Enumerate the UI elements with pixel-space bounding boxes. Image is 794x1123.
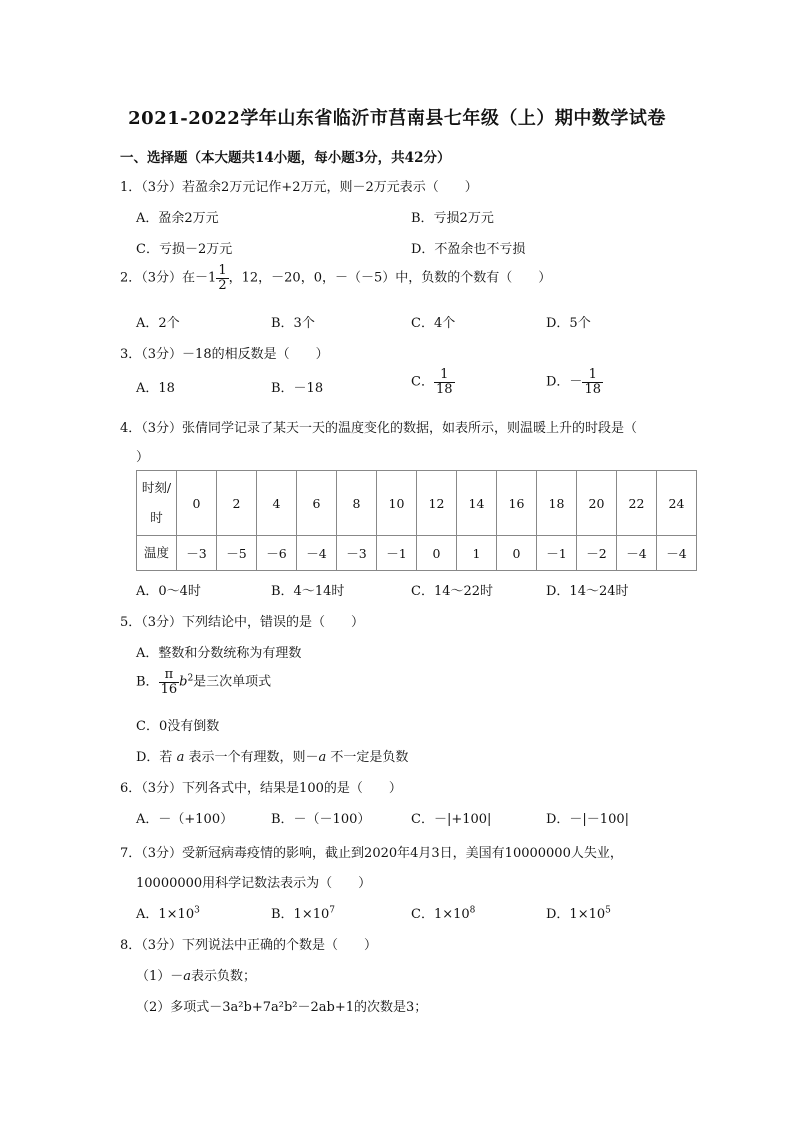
temp-cell: －3: [337, 536, 377, 571]
time-cell: 0: [177, 471, 217, 536]
q7-option-d: [546, 903, 611, 922]
time-cell: 24: [657, 471, 697, 536]
temp-cell: －3: [177, 536, 217, 571]
q6-option-b: B．－（－100）: [271, 812, 371, 827]
temp-cell: 0: [497, 536, 537, 571]
q2-frac-num: 1: [218, 263, 227, 278]
q5-option-b: [136, 668, 271, 696]
q3-c-den: 18: [435, 381, 453, 397]
temp-cell: 0: [417, 536, 457, 571]
question-1: 1．（3分）若盈余2万元记作+2万元，则－2万元表示（ ）: [120, 180, 478, 195]
time-cell: 18: [537, 471, 577, 536]
temp-cell: －4: [617, 536, 657, 571]
q7-a-base: A．1×10: [136, 907, 195, 922]
q7-a-exp: 3: [194, 905, 200, 916]
time-cell: 10: [377, 471, 417, 536]
q7-d-base: D．1×10: [546, 907, 606, 922]
q5-d-var2: a: [318, 750, 327, 765]
q6-option-c: C．－|+100|: [411, 812, 492, 827]
temp-cell: －1: [377, 536, 417, 571]
question-7-cont: 10000000用科学记数法表示为（ ）: [136, 876, 372, 891]
q3-c-fraction: [434, 368, 455, 396]
temp-cell: －4: [297, 536, 337, 571]
page-title: 2021-2022学年山东省临沂市莒南县七年级（上）期中数学试卷: [128, 108, 666, 129]
q3-c-num: 1: [434, 368, 455, 383]
q4-option-d: D．14～24时: [546, 584, 629, 599]
q5-d-prefix: D．若: [136, 750, 177, 765]
q5-d-mid: 表示一个有理数，则－: [184, 750, 319, 765]
q5-b-exp: 2: [187, 673, 194, 684]
question-2: [120, 264, 551, 292]
q5-b-prefix: B．: [136, 674, 159, 690]
q3-option-d: [546, 368, 603, 396]
temp-cell: －5: [217, 536, 257, 571]
q7-option-c: [411, 903, 475, 922]
temp-row: [137, 536, 697, 571]
q7-option-b: [271, 903, 335, 922]
temp-header: 温度: [137, 536, 177, 571]
time-header-a: 时刻/: [141, 480, 172, 495]
q5-option-a: A．整数和分数统称为有理数: [136, 646, 302, 661]
question-4: 4．（3分）张倩同学记录了某天一天的温度变化的数据，如表所示，则温暖上升的时段是（: [120, 421, 638, 436]
time-cell: 2: [217, 471, 257, 536]
q7-b-exp: 7: [329, 905, 335, 916]
time-row: [137, 471, 697, 536]
question-7: 7．（3分）受新冠病毒疫情的影响，截止到2020年4月3日，美国有10000000人失业，: [120, 846, 623, 861]
temp-cell: －4: [657, 536, 697, 571]
q1-option-d: D．不盈余也不亏损: [411, 242, 526, 257]
time-cell: 22: [617, 471, 657, 536]
time-cell: 20: [577, 471, 617, 536]
q5-d-var: a: [176, 750, 185, 765]
q3-d-num: 1: [582, 368, 603, 383]
time-cell: 12: [417, 471, 457, 536]
question-4-cont: ）: [136, 450, 150, 465]
q2-option-b: B．3个: [271, 316, 315, 331]
q2-suffix: ，12，－20，0，－（－5）中，负数的个数有（ ）: [228, 270, 552, 286]
q6-option-d: D．－|－100|: [546, 812, 629, 827]
temp-cell: －1: [537, 536, 577, 571]
q3-d-fraction: [582, 368, 603, 396]
q7-b-base: B．1×10: [271, 907, 330, 922]
time-cell: 14: [457, 471, 497, 536]
q7-d-exp: 5: [605, 905, 611, 916]
q2-option-a: A．2个: [136, 316, 180, 331]
q8-s1-var: a: [183, 969, 192, 984]
q8-statement-2: （2）多项式－3a²b+7a²b²－2ab+1的次数是3；: [136, 1000, 428, 1015]
question-8: 8．（3分）下列说法中正确的个数是（ ）: [120, 938, 378, 953]
question-3: 3．（3分）－18的相反数是（ ）: [120, 347, 329, 362]
time-cell: 8: [337, 471, 377, 536]
q3-c-prefix: C．: [411, 374, 434, 390]
q8-s1-prefix: （1）－: [136, 969, 184, 984]
temp-cell: 1: [457, 536, 497, 571]
q5-option-c: C．0没有倒数: [136, 719, 220, 734]
temp-cell: －2: [577, 536, 617, 571]
question-6: 6．（3分）下列各式中，结果是100的是（ ）: [120, 781, 402, 796]
time-header: [137, 471, 177, 536]
q5-b-den: 16: [160, 681, 178, 697]
temp-cell: －6: [257, 536, 297, 571]
q6-option-a: A．－（+100）: [136, 812, 234, 827]
q1-option-b: B．亏损2万元: [411, 211, 494, 226]
q8-s1-suffix: 表示负数；: [191, 969, 257, 984]
q7-c-base: C．1×10: [411, 907, 470, 922]
q4-option-a: A．0～4时: [136, 584, 201, 599]
q2-option-c: C．4个: [411, 316, 456, 331]
time-header-b: 时: [150, 510, 163, 525]
q4-option-c: C．14～22时: [411, 584, 494, 599]
q3-d-prefix: D．－: [546, 374, 583, 390]
q5-b-num: π: [159, 668, 180, 683]
q7-c-exp: 8: [469, 905, 476, 916]
q1-option-c: C．亏损－2万元: [136, 242, 233, 257]
q3-option-a: A．18: [136, 381, 175, 396]
q3-option-b: B．－18: [271, 381, 324, 396]
q2-frac-den: 2: [218, 277, 227, 293]
q5-b-suffix: 是三次单项式: [193, 674, 272, 690]
q7-option-a: [136, 903, 200, 922]
q3-option-c: [411, 368, 455, 396]
time-cell: 6: [297, 471, 337, 536]
q4-option-b: B．4～14时: [271, 584, 345, 599]
q5-b-var: b: [179, 674, 188, 690]
q1-option-a: A．盈余2万元: [136, 211, 219, 226]
q5-b-fraction: [159, 668, 180, 696]
section-heading: 一、选择题（本大题共14小题，每小题3分，共42分）: [120, 150, 451, 166]
q8-statement-1: [136, 965, 256, 984]
q3-d-den: 18: [584, 381, 601, 397]
q2-option-d: D．5个: [546, 316, 591, 331]
q5-option-d: [136, 746, 408, 765]
question-5: 5．（3分）下列结论中，错误的是（ ）: [120, 615, 365, 630]
q5-d-suffix: 不一定是负数: [326, 750, 409, 765]
q2-fraction: [216, 264, 228, 292]
time-cell: 16: [497, 471, 537, 536]
q2-prefix: 2．（3分）在－1: [120, 270, 217, 286]
time-cell: 4: [257, 471, 297, 536]
temperature-table: [136, 470, 697, 571]
